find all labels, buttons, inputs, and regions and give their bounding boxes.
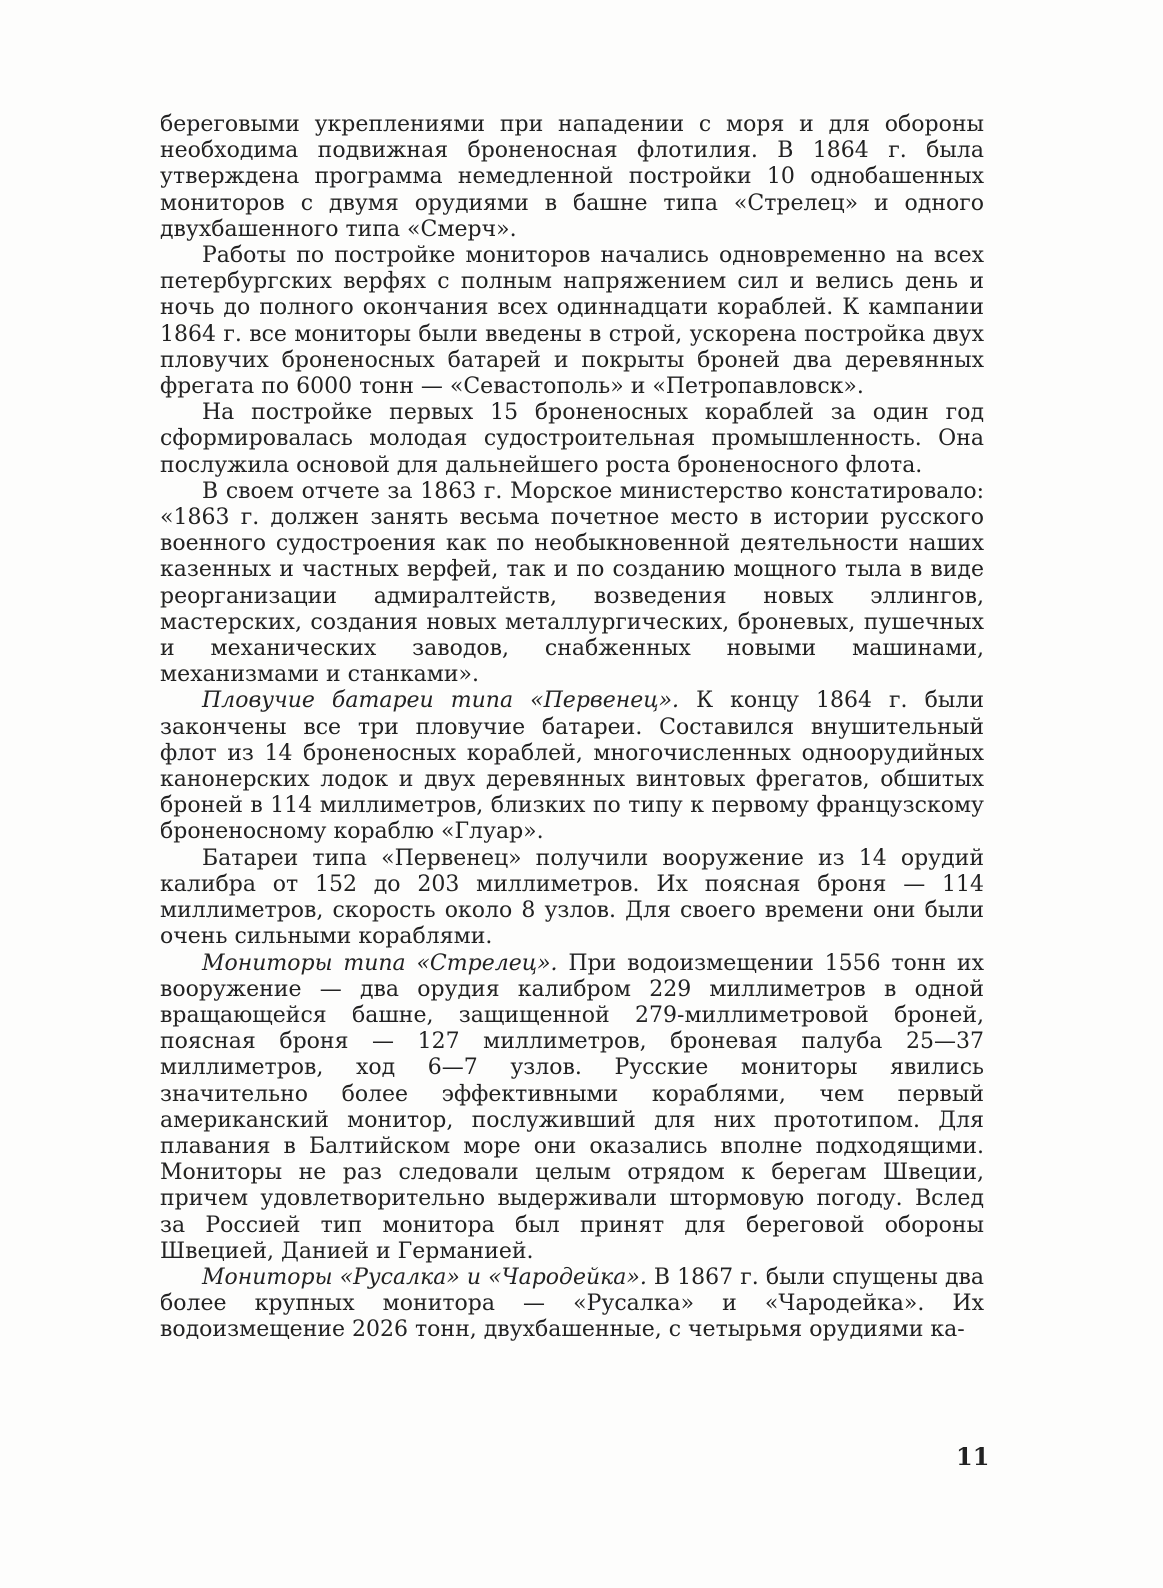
paragraph-text: Батареи типа «Первенец» получили вооружение из 14 орудий калибра от 152 до 203 миллиметров. Их поясная броня — 114 миллиметров, скорость около 8 узлов. Для своего времени они были очень сильными кораблями. xyxy=(160,845,984,950)
section-heading-italic: Мониторы типа «Стрелец». xyxy=(202,950,558,976)
paragraph-text: береговыми укреплениями при нападении с моря и для обороны необходима подвижная броненосная флотилия. В 1864 г. была утверждена программа немедленной постройки 10 однобашенных мониторов с двумя орудиями в башне типа «Стрелец» и одного двухбашенного типа «Смерч». xyxy=(160,112,984,242)
paragraph-text: В 1867 г. были спущены два более крупных монитора — «Русалка» и «Чародейка». Их водоизмещение 2026 тонн, двухбашенные, с четырьмя орудиями ка- xyxy=(160,1264,984,1343)
paragraph-text: В своем отчете за 1863 г. Морское министерство констатировало: «1863 г. должен занять весьма почетное место в истории русского военного судостроения как по необыкновенной деятельности наших казенных и частных верфей, так и по созданию мощного тыла в виде реорганизации адмиралтейств, возведения новых эллингов, мастерских, создания новых металлургических, броневых, пушечных и механических заводов, снабженных новыми машинами, механизмами и станками». xyxy=(160,478,984,688)
paragraph xyxy=(160,400,984,479)
body-text xyxy=(160,112,984,1344)
paragraph xyxy=(160,243,984,400)
paragraph xyxy=(160,479,984,689)
paragraph xyxy=(160,688,984,845)
section-heading-italic: Мониторы «Русалка» и «Чародейка». xyxy=(202,1264,647,1290)
section-heading-italic: Пловучие батареи типа «Первенец». xyxy=(202,688,680,714)
paragraph xyxy=(160,846,984,951)
paragraph-text: На постройке первых 15 броненосных кораблей за один год сформировалась молодая судостроительная промышленность. Она послужила основой для дальнейшего роста броненосного флота. xyxy=(160,400,984,478)
paragraph xyxy=(160,112,984,243)
paragraph-text: При водоизмещении 1556 тонн их вооружение — два орудия калибром 229 миллиметров в одной вращающейся башне, защищенной 279-миллиметровой броней, поясная броня — 127 миллиметров, броневая палуба 25—37 миллиметров, ход 6—7 узлов. Русские мониторы явились значительно более эффективными кораблями, чем первый американский монитор, послуживший для них прототипом. Для плавания в Балтийском море они оказались вполне подходящими. Мониторы не раз следовали целым отрядом к берегам Швеции, причем удовлетворительно выдерживали штормовую погоду. Вслед за Россией тип монитора был принят для береговой обороны Швецией, Данией и Германией. xyxy=(160,950,984,1264)
paragraph-text: К концу 1864 г. были закончены все три пловучие батареи. Составился внушительный флот из 14 броненосных кораблей, многочисленных одноорудийных канонерских лодок и двух деревянных винтовых фрегатов, обшитых броней в 114 миллиметров, близких по типу к первому французскому броненосному кораблю «Глуар». xyxy=(160,688,984,845)
paragraph xyxy=(160,1265,984,1344)
paragraph xyxy=(160,951,984,1265)
paragraph-text: Работы по постройке мониторов начались одновременно на всех петербургских верфях с полным напряжением сил и велись день и ночь до полного окончания всех одиннадцати кораблей. К кампании 1864 г. все мониторы были введены в строй, ускорена постройка двух пловучих броненосных батарей и покрыты броней два деревянных фрегата по 6000 тонн — «Севастополь» и «Петропавловск». xyxy=(160,243,984,400)
page-number: 11 xyxy=(956,1442,990,1471)
